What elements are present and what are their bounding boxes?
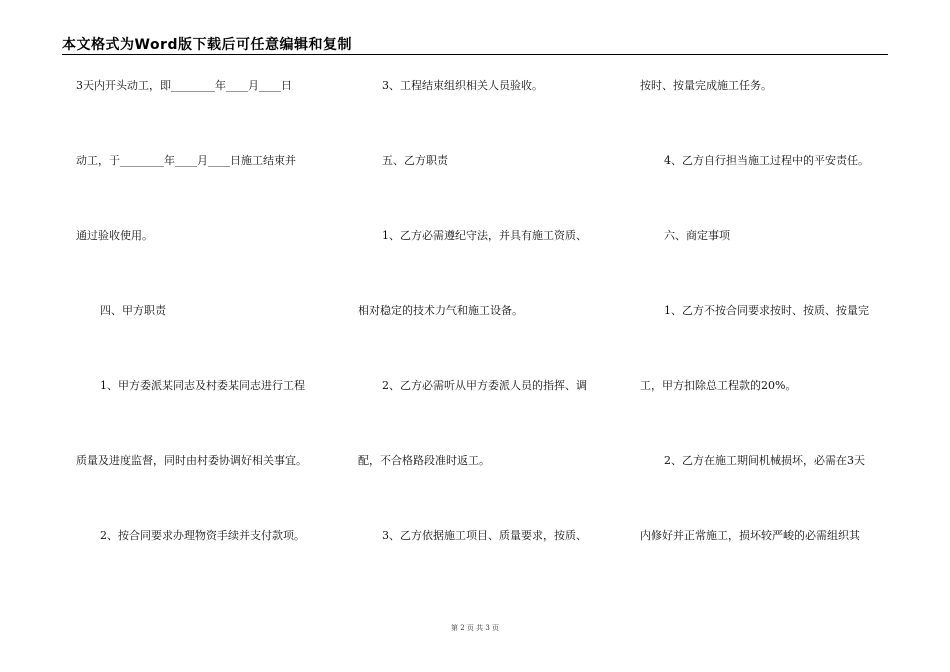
right-line-5: 工，甲方扣除总工程款的20%。 — [640, 379, 797, 392]
left-line-5: 1、甲方委派某同志及村委某同志进行工程 — [100, 379, 305, 392]
right-line-4: 1、乙方不按合同要求按时、按质、按量完 — [664, 304, 869, 317]
middle-line-1: 3、工程结束组织相关人员验收。 — [382, 79, 543, 92]
left-line-3: 通过验收使用。 — [76, 229, 153, 242]
middle-line-7: 3、乙方依据施工项目、质量要求，按质、 — [382, 529, 587, 542]
left-heading-4: 四、甲方职责 — [100, 304, 166, 317]
middle-heading-2: 五、乙方职责 — [382, 154, 448, 167]
middle-line-6: 配，不合格路段准时返工。 — [358, 454, 490, 467]
page-header-title: 本文格式为Word版下载后可任意编辑和复制 — [62, 37, 352, 53]
left-line-6: 质量及进度监督，同时由村委协调好相关事宜。 — [76, 454, 307, 467]
middle-line-3: 1、乙方必需遵纪守法，并具有施工资质、 — [382, 229, 587, 242]
right-line-7: 内修好并正常施工，损坏较严峻的必需组织其 — [640, 529, 860, 542]
header-divider — [62, 54, 888, 55]
right-line-2: 4、乙方自行担当施工过程中的平安责任。 — [664, 154, 869, 167]
middle-line-4: 相对稳定的技术力气和施工设备。 — [358, 304, 523, 317]
left-line-7: 2、按合同要求办理物资手续并支付款项。 — [100, 529, 305, 542]
left-line-2: 动工，于________年____月____日施工结束并 — [76, 154, 296, 167]
right-heading-3: 六、商定事项 — [664, 229, 730, 242]
page-number: 第 2 页 共 3 页 — [450, 624, 500, 632]
middle-line-5: 2、乙方必需听从甲方委派人员的指挥、调 — [382, 379, 587, 392]
left-line-1: 3天内开头动工，即________年____月____日 — [76, 79, 292, 92]
right-line-1: 按时、按量完成施工任务。 — [640, 79, 772, 92]
right-line-6: 2、乙方在施工期间机械损坏，必需在3天 — [664, 454, 865, 467]
